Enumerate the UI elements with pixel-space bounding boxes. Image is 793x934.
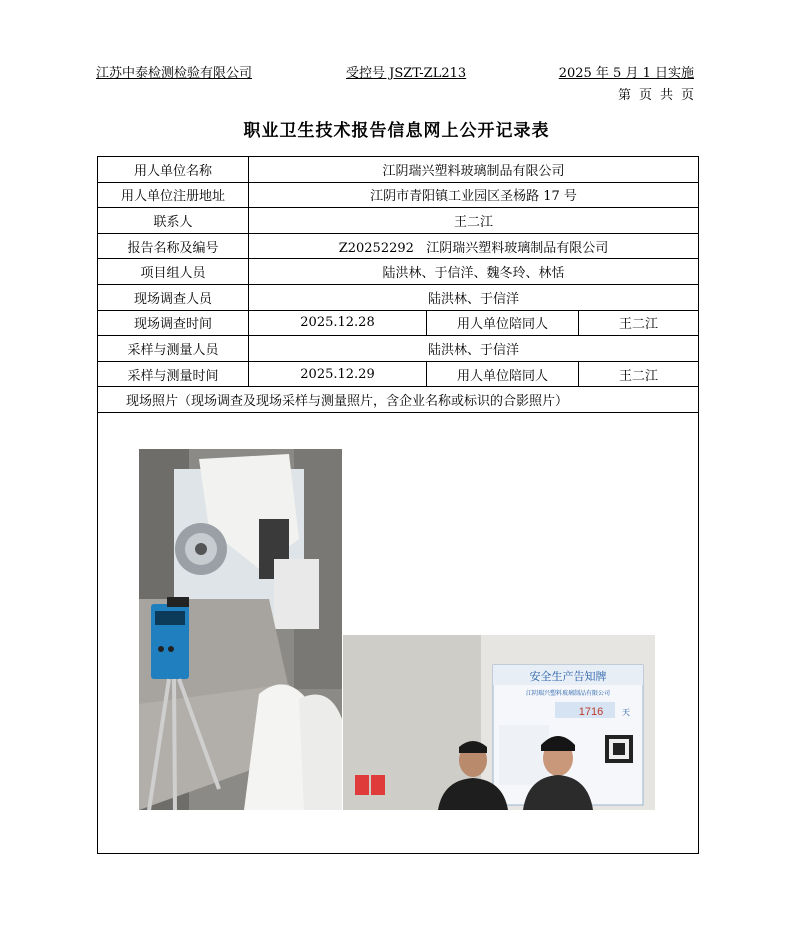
page-info-gong: 共 bbox=[659, 88, 673, 103]
form-row-contact bbox=[98, 208, 699, 234]
value-survey-staff: 陆洪林、于信洋 bbox=[249, 284, 699, 310]
form-row-photos bbox=[98, 413, 699, 854]
page-counter bbox=[610, 84, 694, 103]
label-report: 报告名称及编号 bbox=[98, 233, 249, 259]
form-row-employer bbox=[98, 157, 699, 183]
value-address: 江阴市青阳镇工业园区圣杨路 17 号 bbox=[249, 182, 699, 208]
record-form bbox=[97, 156, 699, 854]
signboard-title: 安全生产告知牌 bbox=[529, 671, 607, 684]
signboard-days: 1716 bbox=[578, 706, 604, 719]
label-sampling-time: 采样与测量时间 bbox=[98, 361, 249, 387]
label-survey-time: 现场调查时间 bbox=[98, 310, 249, 336]
value-sampling-time: 2025.12.29 bbox=[249, 361, 427, 387]
value-employer: 江阴瑞兴塑料玻璃制品有限公司 bbox=[249, 157, 699, 183]
document-title: 职业卫生技术报告信息网上公开记录表 bbox=[243, 121, 550, 141]
label-employer: 用人单位名称 bbox=[98, 157, 249, 183]
label-survey-staff: 现场调查人员 bbox=[98, 284, 249, 310]
label-address: 用人单位注册地址 bbox=[98, 182, 249, 208]
value-sampling-escort: 王二江 bbox=[579, 361, 699, 387]
company-name: 江苏中泰检测检验有限公司 bbox=[96, 66, 253, 81]
value-survey-time: 2025.12.28 bbox=[249, 310, 427, 336]
form-row-photos-header bbox=[98, 387, 699, 413]
page-info-di: 第 bbox=[617, 88, 631, 103]
form-row-survey-staff bbox=[98, 284, 699, 310]
value-survey-escort: 王二江 bbox=[579, 310, 699, 336]
form-row-address bbox=[98, 182, 699, 208]
form-row-report bbox=[98, 233, 699, 259]
form-row-team bbox=[98, 259, 699, 285]
value-sampling-staff: 陆洪林、于信洋 bbox=[249, 336, 699, 362]
value-report: Z20252292 江阴瑞兴塑料玻璃制品有限公司 bbox=[249, 233, 699, 259]
signboard-company: 江阴瑞兴塑料玻璃制品有限公司 bbox=[525, 691, 611, 698]
label-contact: 联系人 bbox=[98, 208, 249, 234]
signboard-days-unit: 天 bbox=[622, 708, 630, 718]
label-sampling-staff: 采样与测量人员 bbox=[98, 336, 249, 362]
value-contact: 王二江 bbox=[249, 208, 699, 234]
effective-date: 2025 年 5 月 1 日实施 bbox=[558, 66, 694, 81]
value-team: 陆洪林、于信洋、魏冬玲、林恬 bbox=[249, 259, 699, 285]
control-number: 受控号 JSZT-ZL213 bbox=[346, 66, 467, 81]
photos-cell bbox=[98, 413, 699, 854]
site-sampling-photo bbox=[139, 449, 342, 810]
page-header bbox=[96, 62, 694, 80]
label-photos: 现场照片（现场调查及现场采样与测量照片，含企业名称或标识的合影照片） bbox=[98, 387, 699, 413]
label-team: 项目组人员 bbox=[98, 259, 249, 285]
page-info-ye: 页 bbox=[638, 88, 652, 103]
label-sampling-escort: 用人单位陪同人 bbox=[427, 361, 579, 387]
form-row-sampling-staff bbox=[98, 336, 699, 362]
form-row-sampling-time bbox=[98, 361, 699, 387]
form-row-survey-time bbox=[98, 310, 699, 336]
label-survey-escort: 用人单位陪同人 bbox=[427, 310, 579, 336]
group-photo-with-signboard bbox=[343, 635, 655, 810]
page-info-ye-total: 页 bbox=[680, 88, 694, 103]
